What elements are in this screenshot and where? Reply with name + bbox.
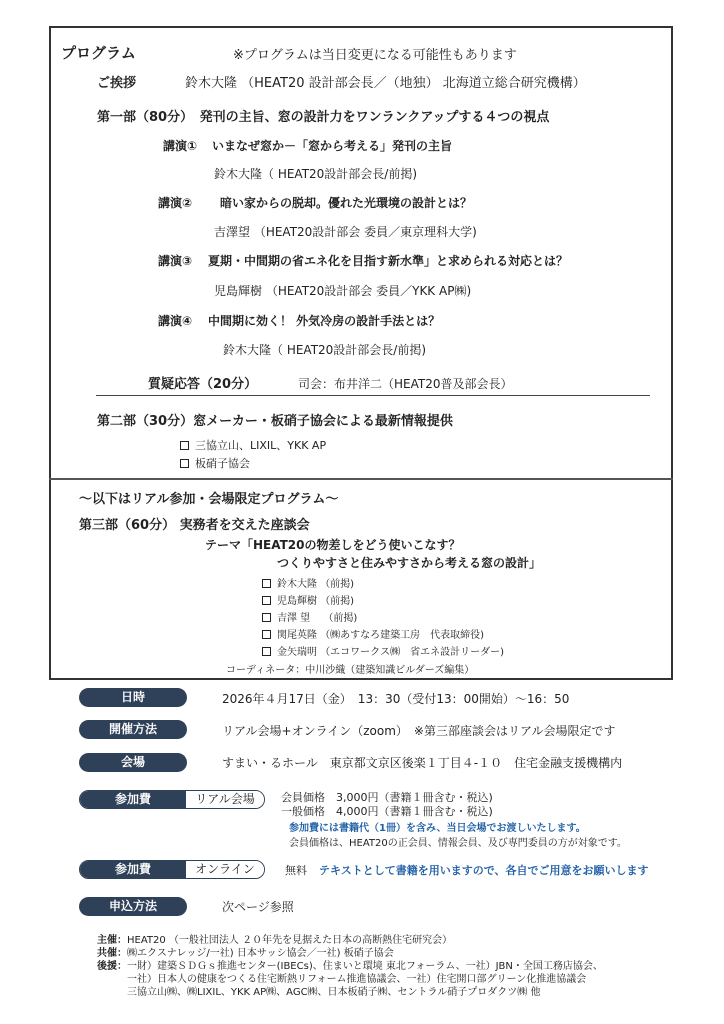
support-line: 一社）日本人の健康をつくる住宅断熱リフォーム推進協議会、一社）住宅開口部グリーン化推進協議会 — [127, 974, 587, 985]
apply-label: 申込方法 — [79, 897, 187, 916]
checkbox-icon — [262, 630, 271, 639]
checkbox-icon — [262, 579, 271, 588]
checkbox-icon — [262, 647, 271, 656]
program-heading: プログラム — [61, 44, 136, 62]
method-value: リアル会場+オンライン（zoom） ※第三部座談会はリアル会場限定です — [222, 724, 616, 738]
qa-moderator: 司会：布井洋二（HEAT20普及部会長） — [298, 377, 513, 391]
section-divider — [96, 395, 650, 396]
cohost-line: 共催：㈱エクスナレッジ/一社) 日本サッシ協会／一社) 板硝子協会 — [97, 948, 394, 959]
greeting-person: 鈴木大隆 （HEAT20 設計部会長／（地独） 北海道立総合研究機構） — [185, 76, 586, 91]
part2-item: 三協立山、LIXIL、YKK AP — [180, 437, 326, 453]
fee-real-type: リアル会場 — [186, 791, 264, 808]
part2-item: 板硝子協会 — [180, 455, 250, 471]
fee-online-type: オンライン — [186, 861, 264, 878]
lecture-speaker: 鈴木大隆（ HEAT20設計部会長/前掲) — [214, 167, 418, 181]
checkbox-icon — [262, 613, 271, 622]
fee-real-tag — [79, 790, 265, 809]
checkbox-icon — [180, 441, 189, 450]
support-line: 三協立山㈱、㈱LIXIL、YKK AP㈱、AGC㈱、日本板硝子㈱、セントラル硝子プロダクツ㈱ 他 — [127, 987, 541, 998]
venue-value: すまい・るホール 東京都文京区後楽１丁目４-１０ 住宅金融支援機構内 — [222, 756, 623, 770]
panelist: 児島輝樹 （前掲) — [262, 592, 354, 607]
coordinator: コーディネータ：中川沙織（建築知識ビルダーズ編集） — [226, 665, 475, 676]
panelist: 鈴木大隆 （前掲) — [262, 575, 354, 590]
host-line: 主催：HEAT20 （一般社団法人 ２０年先を見据えた日本の高断熱住宅研究会） — [97, 935, 453, 946]
lecture-title: 夏期・中間期の省エネ化を目指す新水準」と求められる対応とは？ — [208, 254, 569, 268]
method-label: 開催方法 — [79, 720, 187, 739]
checkbox-icon — [262, 596, 271, 605]
part1-title: 第一部（80分） 発刊の主旨、窓の設計力をワンランクアップする４つの視点 — [97, 110, 550, 125]
venue-label: 会場 — [79, 753, 187, 772]
onsite-heading: ～以下はリアル参加・会場限定プログラム～ — [79, 492, 339, 507]
program-note: ※プログラムは当日変更になる可能性もあります — [233, 48, 517, 63]
fee-real-note: 参加費には書籍代（1冊）を含み、当日会場でお渡しいたします。 — [289, 823, 586, 834]
lecture-title: 中間期に効く！ 外気冷房の設計手法とは？ — [208, 314, 441, 328]
qa-title: 質疑応答（20分） — [148, 377, 258, 392]
apply-value: 次ページ参照 — [222, 900, 294, 914]
fee-real-note2: 会員価格は、HEAT20の正会員、情報会員、及び専門委員の方が対象です。 — [289, 838, 627, 849]
part3-title: 第三部（60分） 実務者を交えた座談会 — [79, 518, 310, 533]
panelist: 金矢瑞明 （エコワークス㈱ 省エネ設計リーダー) — [262, 643, 504, 658]
lecture-label: 講演④ — [158, 314, 193, 328]
lecture-title: 暗い家からの脱却。優れた光環境の設計とは？ — [220, 196, 473, 210]
support-line: 後援：一財）建築ＳＤＧｓ推進センター(IBECs)、住まいと環境 東北フォーラム、一社）JBN・全国工務店協会、 — [97, 961, 603, 972]
fee-member-price: 会員価格 3,000円（書籍１冊含む・税込) — [281, 791, 493, 804]
checkbox-icon — [180, 459, 189, 468]
greeting-label: ご挨拶 — [97, 76, 137, 91]
panelist: 関尾英隆 （㈱あすなろ建築工房 代表取締役) — [262, 626, 484, 641]
date-value: 2026年４月17日（金） 13：30（受付13：00開始）～16：50 — [222, 692, 570, 706]
theme-line1: テーマ「HEAT20の物差しをどう使いこなす？ — [205, 538, 461, 552]
fee-general-price: 一般価格 4,000円（書籍１冊含む・税込) — [281, 805, 493, 818]
part2-title: 第二部（30分）窓メーカー・板硝子協会による最新情報提供 — [97, 414, 453, 429]
lecture-title: いまなぜ窓か－「窓から考える」発刊の主旨 — [212, 139, 453, 153]
lecture-speaker: 鈴木大隆（ HEAT20設計部会長/前掲) — [223, 343, 427, 357]
onsite-divider — [49, 478, 673, 480]
lecture-label: 講演② — [158, 196, 193, 210]
lecture-speaker: 児島輝樹 （HEAT20設計部会 委員／YKK AP㈱) — [214, 284, 472, 298]
fee-label: 参加費 — [80, 791, 186, 808]
fee-online-value: 無料 — [285, 864, 307, 877]
fee-online-note: テキストとして書籍を用いますので、各自でご用意をお願いします — [319, 864, 649, 877]
date-label: 日時 — [79, 688, 187, 707]
fee-label: 参加費 — [80, 861, 186, 878]
theme-line2: つくりやすさと住みやすさから考える窓の設計」 — [277, 556, 542, 570]
lecture-label: 講演① — [163, 139, 198, 153]
fee-online-tag — [79, 860, 265, 879]
lecture-speaker: 吉澤望 （HEAT20設計部会 委員／東京理科大学) — [214, 225, 477, 239]
lecture-label: 講演③ — [158, 254, 193, 268]
panelist: 吉澤 望 （前掲) — [262, 609, 357, 624]
